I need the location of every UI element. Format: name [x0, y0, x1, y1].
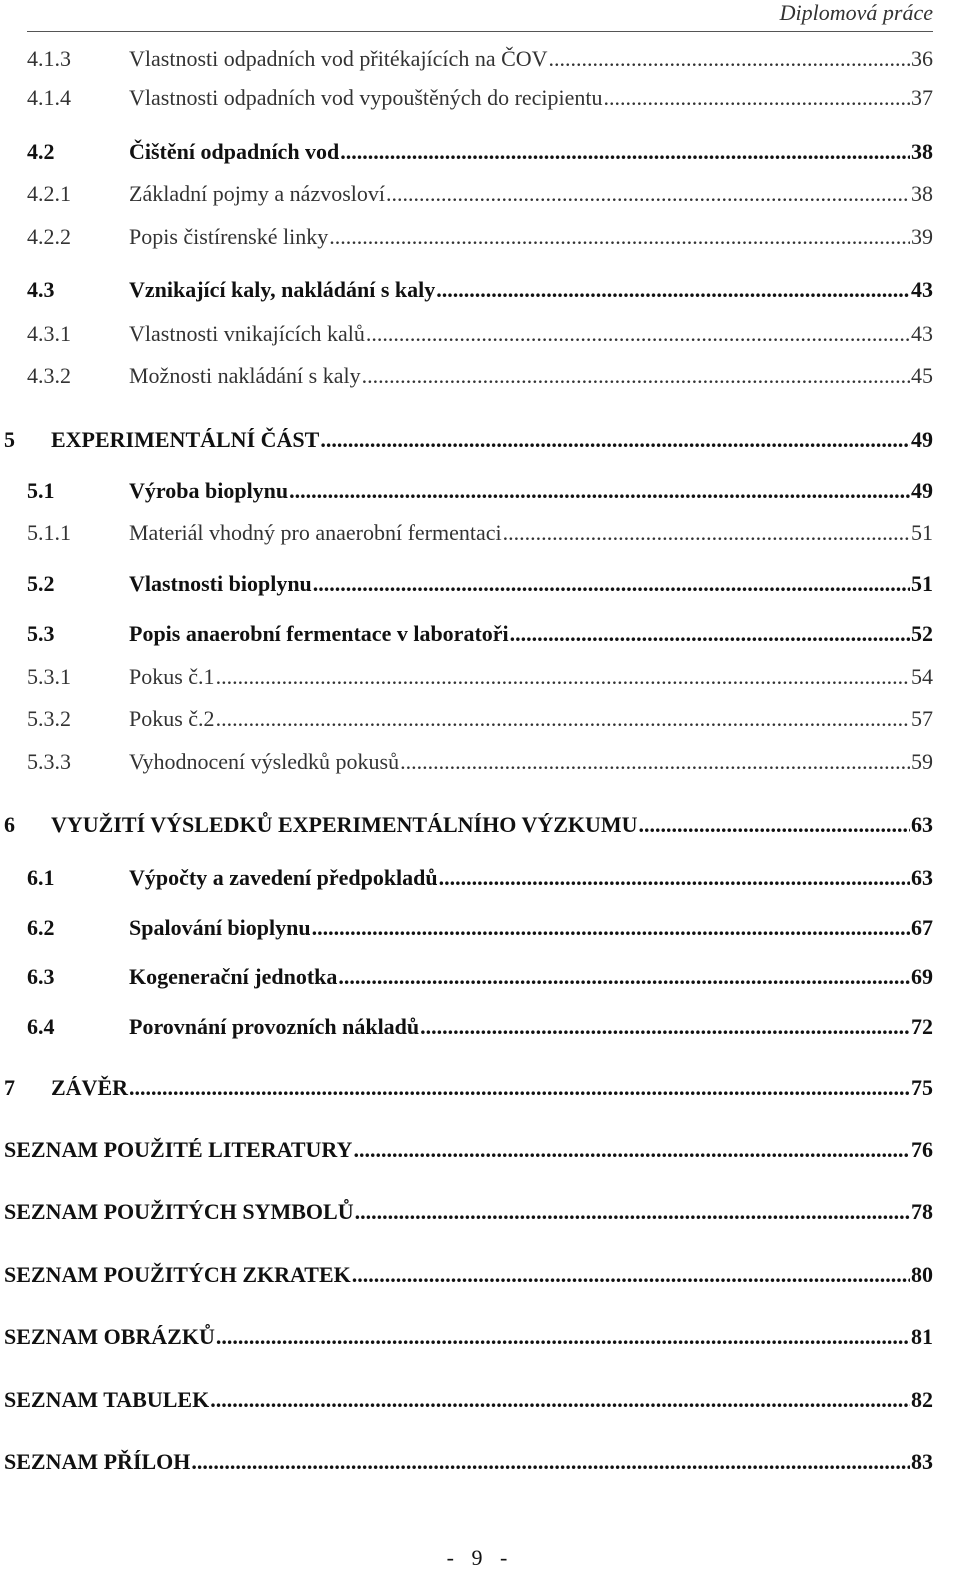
toc-entry-page: 75: [911, 1075, 933, 1100]
toc-dot-leader: [510, 621, 910, 647]
toc-entry[interactable]: [0, 571, 933, 601]
toc-dot-leader: [329, 224, 910, 250]
toc-dot-leader: [362, 363, 910, 389]
toc-entry-title: Pokus č.1: [129, 664, 215, 689]
toc-entry-title: SEZNAM POUŽITÝCH ZKRATEK: [4, 1262, 351, 1287]
toc-entry-number: 5.3.1: [27, 664, 71, 689]
toc-entry[interactable]: [0, 915, 933, 945]
toc-entry-title: Vznikající kaly, nakládání s kaly: [129, 277, 436, 302]
toc-dot-leader: [366, 321, 910, 347]
toc-entry-page: 57: [911, 706, 933, 731]
toc-entry-page: 76: [911, 1137, 933, 1162]
toc-dot-leader: [639, 812, 910, 838]
toc-dot-leader: [355, 1199, 910, 1225]
toc-entry[interactable]: [0, 1324, 933, 1354]
toc-entry[interactable]: [0, 621, 933, 651]
toc-entry-title: Základní pojmy a názvosloví: [129, 181, 385, 206]
header-rule: [27, 31, 933, 32]
toc-entry[interactable]: [0, 1075, 933, 1105]
toc-entry-page: 36: [911, 46, 933, 71]
toc-entry[interactable]: [0, 46, 933, 76]
toc-dot-leader: [439, 865, 910, 891]
toc-entry-number: 4.2: [27, 139, 55, 164]
toc-entry-number: 5.2: [27, 571, 55, 596]
toc-entry-number: 4.3.2: [27, 363, 71, 388]
toc-entry-page: 83: [911, 1449, 933, 1474]
toc-entry[interactable]: [0, 85, 933, 115]
toc-entry[interactable]: [0, 224, 933, 254]
toc-entry-page: 78: [911, 1199, 933, 1224]
toc-entry-page: 72: [911, 1014, 933, 1039]
toc-entry-page: 38: [911, 181, 933, 206]
toc-entry-title: SEZNAM POUŽITÉ LITERATURY: [4, 1137, 353, 1162]
toc-entry-number: 4.1.4: [27, 85, 71, 110]
toc-entry-number: 7: [4, 1075, 15, 1100]
toc-entry-title: Kogenerační jednotka: [129, 964, 338, 989]
toc-entry-title: Výpočty a zavedení předpokladů: [129, 865, 438, 890]
toc-dot-leader: [352, 1262, 910, 1288]
toc-entry-title: Pokus č.2: [129, 706, 215, 731]
toc-entry-page: 69: [911, 964, 933, 989]
toc-entry[interactable]: [0, 321, 933, 351]
toc-entry-number: 4.2.2: [27, 224, 71, 249]
toc-entry-page: 54: [911, 664, 933, 689]
toc-entry[interactable]: [0, 1449, 933, 1479]
toc-entry-page: 43: [911, 321, 933, 346]
toc-entry-page: 49: [911, 427, 933, 452]
toc-entry-page: 52: [911, 621, 933, 646]
toc-entry-number: 6.2: [27, 915, 55, 940]
toc-entry-title: SEZNAM TABULEK: [4, 1387, 210, 1412]
toc-entry-number: 5.1: [27, 478, 55, 503]
toc-entry-title: Vlastnosti odpadních vod vypouštěných do recipientu: [129, 85, 603, 110]
toc-dot-leader: [420, 1014, 910, 1040]
toc-entry-title: SEZNAM PŘÍLOH: [4, 1449, 191, 1474]
toc-entry[interactable]: [0, 1137, 933, 1167]
toc-entry-page: 45: [911, 363, 933, 388]
toc-dot-leader: [338, 964, 910, 990]
toc-entry-number: 6: [4, 812, 15, 837]
toc-entry-number: 4.1.3: [27, 46, 71, 71]
toc-entry[interactable]: [0, 181, 933, 211]
toc-entry-title: SEZNAM POUŽITÝCH SYMBOLŮ: [4, 1199, 354, 1224]
toc-dot-leader: [129, 1075, 910, 1101]
toc-entry-title: Popis anaerobní fermentace v laboratoři: [129, 621, 509, 646]
toc-entry-title: Porovnání provozních nákladů: [129, 1014, 420, 1039]
toc-entry[interactable]: [0, 478, 933, 508]
toc-entry-page: 49: [911, 478, 933, 503]
toc-entry-page: 59: [911, 749, 933, 774]
toc-dot-leader: [604, 85, 910, 111]
toc-entry-title: SEZNAM OBRÁZKŮ: [4, 1324, 215, 1349]
toc-entry-title: Možnosti nakládání s kaly: [129, 363, 361, 388]
toc-entry[interactable]: [0, 1262, 933, 1292]
toc-entry-title: Vyhodnocení výsledků pokusů: [129, 749, 400, 774]
toc-entry-title: Materiál vhodný pro anaerobní fermentaci: [129, 520, 502, 545]
toc-entry-page: 51: [911, 520, 933, 545]
toc-entry-number: 5.3.2: [27, 706, 71, 731]
toc-entry[interactable]: [0, 706, 933, 736]
toc-entry[interactable]: [0, 865, 933, 895]
toc-entry[interactable]: [0, 520, 933, 550]
toc-entry-title: Popis čistírenské linky: [129, 224, 329, 249]
toc-entry-title: Vlastnosti bioplynu: [129, 571, 312, 596]
toc-dot-leader: [549, 46, 910, 72]
toc-dot-leader: [216, 1324, 910, 1350]
toc-entry[interactable]: [0, 749, 933, 779]
toc-entry-title: Spalování bioplynu: [129, 915, 311, 940]
toc-entry-page: 82: [911, 1387, 933, 1412]
toc-entry-title: Vlastnosti odpadních vod přitékajících na ČOV: [129, 46, 548, 71]
toc-entry-page: 80: [911, 1262, 933, 1287]
toc-entry[interactable]: [0, 664, 933, 694]
toc-entry[interactable]: [0, 1014, 933, 1044]
toc-entry-page: 67: [911, 915, 933, 940]
toc-entry-number: 6.1: [27, 865, 55, 890]
toc-dot-leader: [210, 1387, 910, 1413]
toc-dot-leader: [312, 915, 910, 941]
toc-dot-leader: [320, 427, 910, 453]
toc-entry[interactable]: [0, 139, 933, 169]
toc-dot-leader: [400, 749, 910, 775]
toc-entry-page: 38: [911, 139, 933, 164]
toc-entry-page: 63: [911, 812, 933, 837]
toc-dot-leader: [436, 277, 910, 303]
toc-dot-leader: [386, 181, 910, 207]
toc-entry-title: EXPERIMENTÁLNÍ ČÁST: [51, 427, 320, 452]
toc-entry-number: 5: [4, 427, 15, 452]
toc-entry[interactable]: [0, 1199, 933, 1229]
toc-entry-page: 81: [911, 1324, 933, 1349]
toc-entry-title: ZÁVĚR: [51, 1075, 129, 1100]
toc-entry[interactable]: [0, 277, 933, 307]
toc-entry-page: 39: [911, 224, 933, 249]
toc-entry-number: 4.3.1: [27, 321, 71, 346]
toc-entry-title: VYUŽITÍ VÝSLEDKŮ EXPERIMENTÁLNÍHO VÝZKUMU: [51, 812, 638, 837]
toc-entry-number: 6.4: [27, 1014, 55, 1039]
toc-dot-leader: [216, 706, 910, 732]
toc-entry-number: 6.3: [27, 964, 55, 989]
toc-entry-page: 37: [911, 85, 933, 110]
toc-entry-page: 63: [911, 865, 933, 890]
toc-entry[interactable]: [0, 427, 933, 457]
page-number: - 9 -: [446, 1545, 514, 1570]
toc-entry-number: 5.1.1: [27, 520, 71, 545]
toc-entry-page: 51: [911, 571, 933, 596]
toc-dot-leader: [313, 571, 910, 597]
toc-entry-number: 4.3: [27, 277, 55, 302]
toc-entry[interactable]: [0, 363, 933, 393]
toc-entry-title: Výroba bioplynu: [129, 478, 289, 503]
toc-entry-number: 5.3.3: [27, 749, 71, 774]
toc-dot-leader: [191, 1449, 910, 1475]
toc-entry-number: 5.3: [27, 621, 55, 646]
toc-entry[interactable]: [0, 812, 933, 842]
toc-entry-title: Vlastnosti vnikajících kalů: [129, 321, 365, 346]
toc-dot-leader: [340, 139, 910, 165]
toc-entry-page: 43: [911, 277, 933, 302]
toc-dot-leader: [353, 1137, 910, 1163]
toc-entry[interactable]: [0, 1387, 933, 1417]
toc-entry[interactable]: [0, 964, 933, 994]
toc-dot-leader: [289, 478, 910, 504]
toc-dot-leader: [503, 520, 910, 546]
toc-dot-leader: [216, 664, 910, 690]
toc-entry-number: 4.2.1: [27, 181, 71, 206]
page-header-title: Diplomová práce: [779, 0, 933, 25]
toc-entry-title: Čištění odpadních vod: [129, 139, 340, 164]
